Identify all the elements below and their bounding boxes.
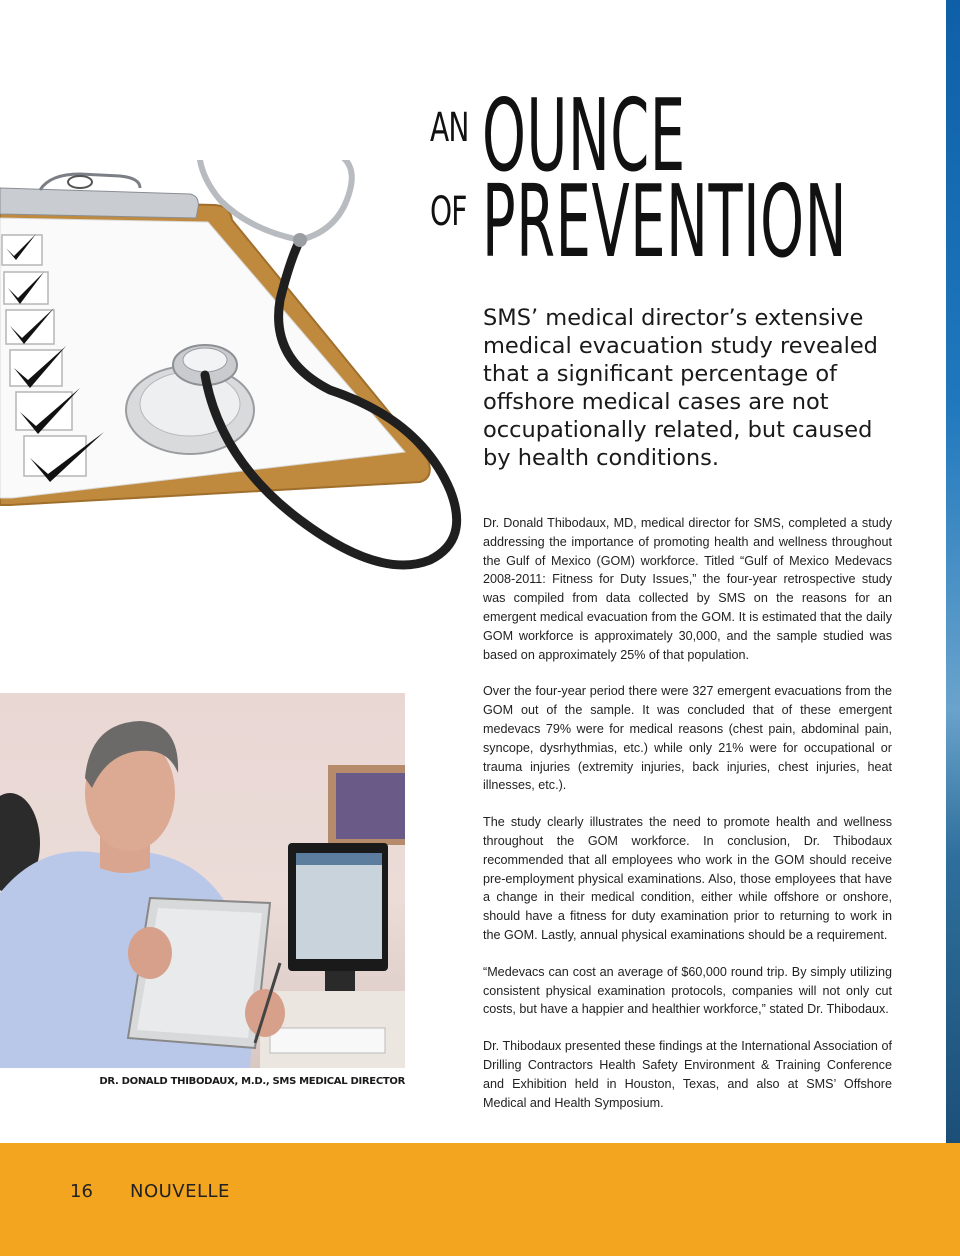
title-word-of: OF (430, 189, 467, 235)
title-word-an: AN (430, 105, 469, 151)
magazine-name: NOUVELLE (130, 1181, 230, 1202)
clipboard-stethoscope-illustration (0, 160, 470, 620)
body-paragraph: Dr. Donald Thibodaux, MD, medical director for SMS, completed a study addressing the importance of promoting health and wellness throughout the Gulf of Mexico (GOM) workforce. Titled “Gulf of Mexico Medevacs 2008-2011: Fitness for Duty Issues,” the four-year retrospective study was compiled from data collected by SMS on the reasons for an emergent medical evacuation from the GOM. It is estimated that the daily GOM workforce is approximately 30,000, and the sample studied was based on approximately 25% of that population. (483, 516, 892, 662)
title-word-ounce: OUNCE (482, 77, 686, 194)
body-paragraph: Dr. Thibodaux presented these findings at the International Association of Drilling Contractors Health Safety Environment & Training Conference and Exhibition held in Houston, Texas, and also at SMS’ Offshore Medical and Health Symposium. (483, 1039, 892, 1110)
body-paragraph: “Medevacs can cost an average of $60,000 round trip. By simply utilizing consistent physical examination protocols, companies will not only cut costs, but have a happier and healthier workforce,” stated Dr. Thibodaux. (483, 964, 892, 1017)
article-body (483, 514, 892, 1130)
article-deck: SMS’ medical director’s extensive medical evacuation study revealed that a significant percentage of offshore medical cases are not occupationally related, but caused by health conditions. (483, 305, 878, 471)
body-paragraph: Over the four-year period there were 327 emergent evacuations from the GOM out of the sample. It was concluded that of these emergent medevacs 79% were for medical reasons (chest pain, abdominal pain, syncope, dysrhythmias, etc.) while only 21% were for occupational or trauma injuries (extremity injuries, back injuries, chest injuries, heat illnesses, etc.). (483, 684, 892, 793)
doctor-photo (0, 693, 405, 1068)
body-paragraph: The study clearly illustrates the need to promote health and wellness throughout the GOM workforce. In conclusion, Dr. Thibodaux recommended that all employees who work in the GOM should receive pre-employment physical examinations. Also, those employees that have a change in their medical condition, either while offshore or onshore, should have a fitness for duty examination prior to returning to work in the GOM. Lastly, annual physical examinations should be a requirement. (483, 815, 892, 942)
photo-caption: DR. DONALD THIBODAUX, M.D., SMS MEDICAL DIRECTOR (99, 1076, 405, 1087)
title-word-prevention: PREVENTION (482, 163, 848, 280)
ocean-edge-strip (946, 0, 960, 1143)
page-number: 16 (70, 1181, 93, 1202)
